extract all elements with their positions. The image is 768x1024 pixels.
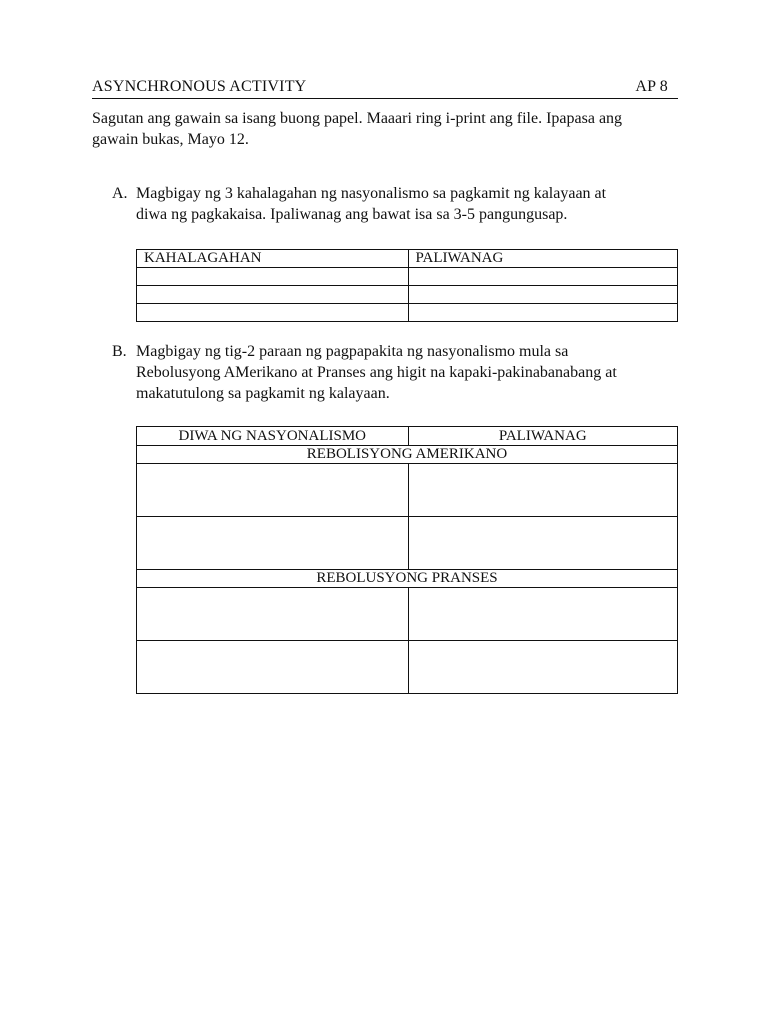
table-a-header-kahalagahan: KAHALAGAHAN [137, 250, 409, 268]
table-a [136, 249, 678, 322]
question-a-line-1: Magbigay ng 3 kahalagahan ng nasyonalismo sa pagkamit ng kalayaan at [136, 185, 607, 202]
instructions-line-1: Sagutan ang gawain sa isang buong papel. Maaari ring i-print ang file. Ipapasa ang [92, 110, 623, 127]
question-b-letter: B. [112, 343, 127, 360]
question-b [112, 341, 682, 404]
table-row [137, 304, 678, 322]
question-a-line-2: diwa ng pagkakaisa. Ipaliwanag ang bawat isa sa 3-5 pangungusap. [136, 206, 568, 223]
instructions [92, 108, 692, 150]
table-row [137, 464, 678, 517]
table-a-header-row [137, 250, 678, 268]
question-b-line-3: makatutulong sa pagkamit ng kalayaan. [136, 385, 390, 402]
instructions-line-2: gawain bukas, Mayo 12. [92, 131, 249, 148]
answer-cell[interactable] [408, 641, 677, 694]
answer-cell[interactable] [408, 268, 677, 286]
answer-cell[interactable] [408, 286, 677, 304]
question-b-line-2: Rebolusyong AMerikano at Pranses ang higit na kapaki-pakinabanabang at [136, 364, 617, 381]
answer-cell[interactable] [137, 464, 409, 517]
section-heading-pranses: REBOLUSYONG PRANSES [137, 570, 678, 588]
table-a-header-paliwanag: PALIWANAG [408, 250, 677, 268]
answer-cell[interactable] [137, 286, 409, 304]
table-b-header-paliwanag: PALIWANAG [408, 427, 677, 446]
answer-cell[interactable] [408, 464, 677, 517]
question-a-letter: A. [112, 185, 128, 202]
table-b [136, 426, 678, 694]
answer-cell[interactable] [137, 588, 409, 641]
answer-cell[interactable] [408, 517, 677, 570]
table-b-header-row [137, 427, 678, 446]
answer-cell[interactable] [137, 517, 409, 570]
table-row [137, 641, 678, 694]
table-row [137, 517, 678, 570]
table-b-header-diwa: DIWA NG NASYONALISMO [137, 427, 409, 446]
answer-cell[interactable] [137, 304, 409, 322]
table-row [137, 588, 678, 641]
answer-cell[interactable] [137, 641, 409, 694]
answer-cell[interactable] [137, 268, 409, 286]
answer-cell[interactable] [408, 588, 677, 641]
table-b-section-row [137, 570, 678, 588]
table-row [137, 268, 678, 286]
section-heading-amerikano: REBOLISYONG AMERIKANO [137, 446, 678, 464]
subject-code: AP 8 [635, 78, 668, 95]
table-row [137, 286, 678, 304]
table-b-section-row [137, 446, 678, 464]
document-header [92, 78, 678, 99]
answer-cell[interactable] [408, 304, 677, 322]
question-a [112, 183, 682, 225]
question-b-line-1: Magbigay ng tig-2 paraan ng pagpapakita ng nasyonalismo mula sa [136, 343, 569, 360]
document-title: ASYNCHRONOUS ACTIVITY [92, 78, 307, 95]
